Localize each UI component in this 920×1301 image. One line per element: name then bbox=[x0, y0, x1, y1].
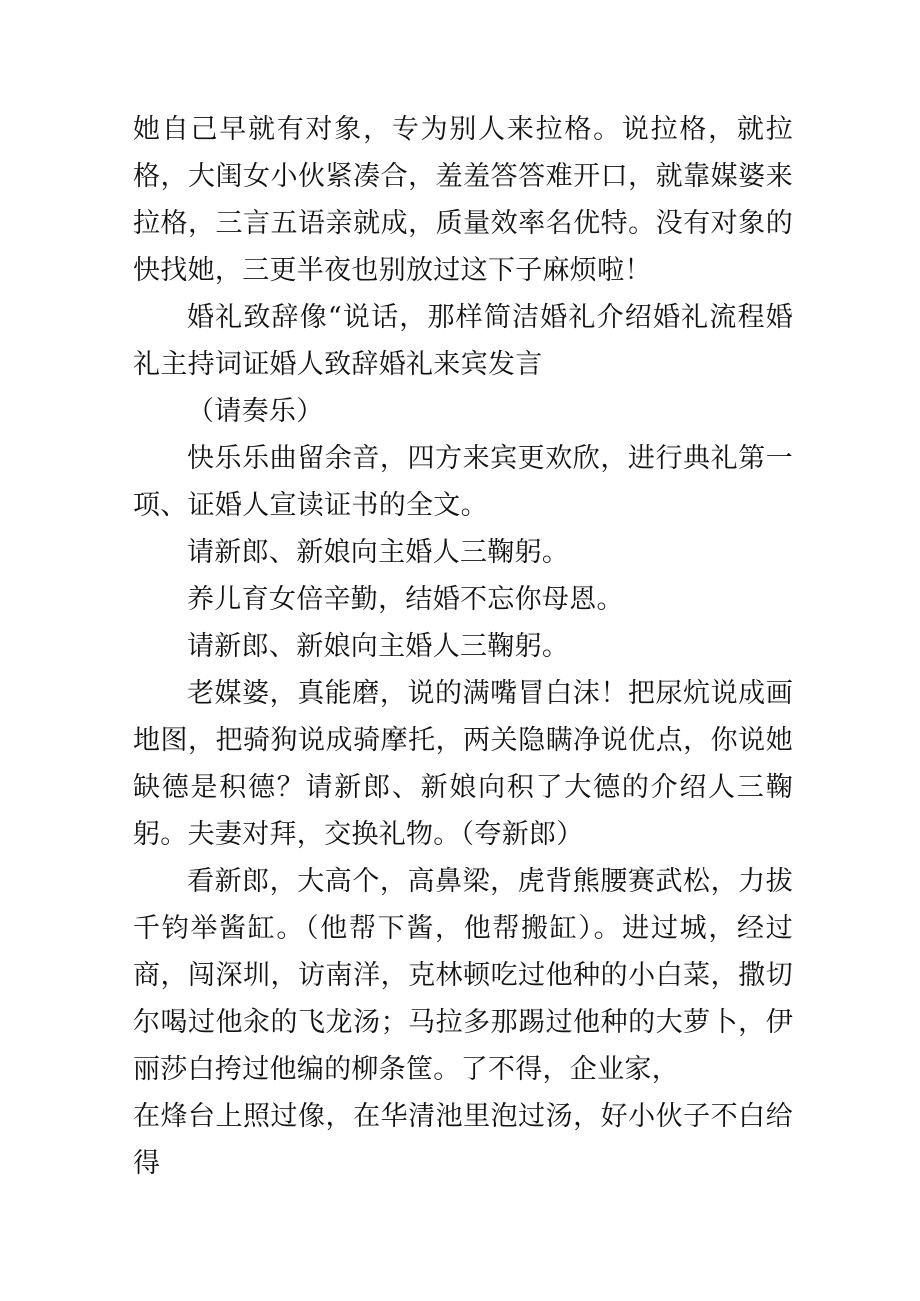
paragraph-9: 看新郎，大高个，高鼻梁，虎背熊腰赛武松，力拔千钧举酱缸。（他帮下酱，他帮搬缸）。进过城，经过商，闯深圳，访南洋，克林顿吃过他种的小白菜，撒切尔喝过他汆的飞龙汤；马拉多那踢过他种的大萝卜，伊丽莎白挎过他编的柳条筐。了不得，企业家， bbox=[133, 866, 793, 1085]
paragraph-10: 在烽台上照过像，在华清池里泡过汤，好小伙子不白给得 bbox=[133, 1101, 793, 1179]
paragraph-5: 请新郎、新娘向主婚人三鞠躬。 bbox=[187, 537, 570, 568]
paragraph-3: （请奏乐） bbox=[187, 396, 324, 427]
document-body bbox=[133, 106, 793, 1187]
paragraph-1: 她自己早就有对象，专为别人来拉格。说拉格，就拉格，大闺女小伙紧凑合，羞羞答答难开口，就靠媒婆来拉格，三言五语亲就成，质量效率名优特。没有对象的快找她，三更半夜也别放过这下子麻烦啦！ bbox=[133, 114, 793, 286]
paragraph-4: 快乐乐曲留余音，四方来宾更欢欣，进行典礼第一项、证婚人宣读证书的全文。 bbox=[133, 443, 793, 521]
paragraph-8: 老媒婆，真能磨，说的满嘴冒白沫！把尿炕说成画地图，把骑狗说成骑摩托，两关隐瞒净说优点，你说她缺德是积德？请新郎、新娘向积了大德的介绍人三鞠躬。夫妻对拜，交换礼物。（夸新郎） bbox=[133, 678, 793, 850]
paragraph-6: 养儿育女倍辛勤，结婚不忘你母恩。 bbox=[187, 584, 624, 615]
paragraph-2: 婚礼致辞像“说话，那样简洁婚礼介绍婚礼流程婚礼主持词证婚人致辞婚礼来宾发言 bbox=[133, 302, 793, 380]
paragraph-7: 请新郎、新娘向主婚人三鞠躬。 bbox=[187, 631, 570, 662]
